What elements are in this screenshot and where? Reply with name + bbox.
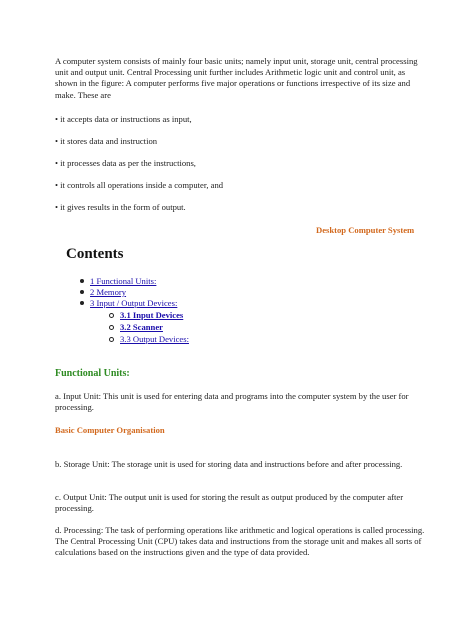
toc-link[interactable]: 2 Memory: [90, 287, 127, 297]
intro-bullet-5: • it gives results in the form of output.: [55, 202, 186, 212]
toc-link[interactable]: 3.2 Scanner: [120, 322, 163, 332]
contents-title: Contents: [66, 246, 124, 262]
bullet-circle-icon: [109, 325, 114, 330]
toc-item-scanner[interactable]: [109, 322, 163, 333]
toc-item-io-devices[interactable]: [80, 298, 177, 309]
figure-caption-desktop: Desktop Computer System: [316, 225, 415, 235]
intro-bullet-1: • it accepts data or instructions as input,: [55, 114, 192, 124]
bullet-disc-icon: [80, 301, 84, 305]
bullet-disc-icon: [80, 279, 84, 283]
figure-caption-organisation: Basic Computer Organisation: [55, 425, 165, 435]
functional-units-heading: Functional Units:: [55, 368, 130, 379]
bullet-disc-icon: [80, 290, 84, 294]
processing-paragraph: d. Processing: The task of performing operations like arithmetic and logical operations is called processing. The Central Processing Unit (CPU) takes data and instructions from the storage unit and makes all sorts of calculations based on the instructions given and the type of data provided.: [55, 525, 425, 558]
intro-bullet-4: • it controls all operations inside a computer, and: [55, 180, 224, 190]
toc-item-input-devices[interactable]: [109, 310, 183, 321]
bullet-circle-icon: [109, 313, 114, 318]
output-unit-paragraph: c. Output Unit: The output unit is used for storing the result as output produced by the computer after processing.: [55, 492, 404, 514]
intro-bullet-2: • it stores data and instruction: [55, 136, 158, 146]
intro-paragraph: A computer system consists of mainly four basic units; namely input unit, storage unit, central processing unit and output unit. Central Processing unit further includes Arithmetic logic unit and control unit, as shown in the figure: A computer performs five major operations or functions irrespective of its size and make. These are: [55, 56, 418, 100]
toc-item-memory[interactable]: [80, 287, 126, 298]
toc-link[interactable]: 3.1 Input Devices: [120, 310, 184, 320]
input-unit-paragraph: a. Input Unit: This unit is used for entering data and programs into the computer system by the user for processing.: [55, 391, 409, 413]
toc-item-functional-units[interactable]: [80, 276, 156, 287]
bullet-circle-icon: [109, 337, 114, 342]
storage-unit-paragraph: b. Storage Unit: The storage unit is used for storing data and instructions before and after processing.: [55, 459, 403, 469]
toc-link[interactable]: 3 Input / Output Devices:: [90, 298, 178, 308]
toc-item-output-devices[interactable]: [109, 334, 189, 345]
toc-link[interactable]: 1 Functional Units:: [90, 276, 157, 286]
toc-link[interactable]: 3.3 Output Devices:: [120, 334, 189, 344]
intro-bullet-3: • it processes data as per the instructions,: [55, 158, 196, 168]
